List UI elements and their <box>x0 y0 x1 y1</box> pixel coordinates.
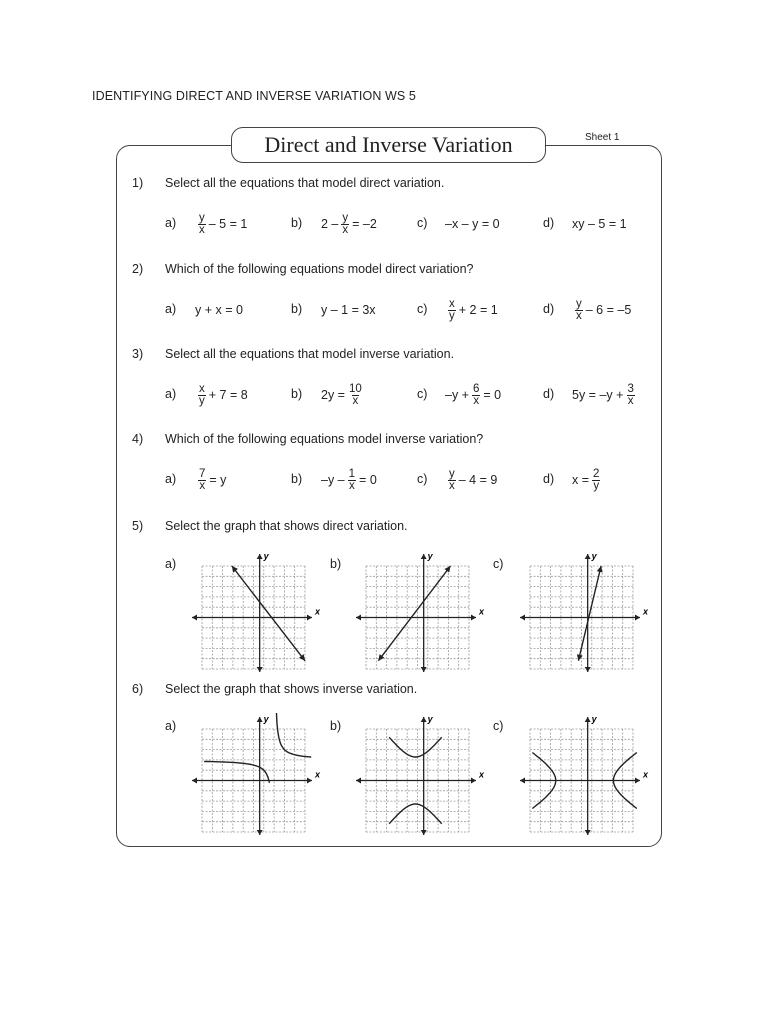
question-2-text: Which of the following equations model direct variation? <box>165 262 474 276</box>
q1-option-c-label: c) <box>417 216 428 230</box>
x-axis-label: x <box>479 606 485 617</box>
fraction-numerator: y <box>576 297 582 310</box>
expression-suffix: = 0 <box>483 388 502 402</box>
fraction-denominator: x <box>348 479 355 492</box>
y-axis-label: y <box>427 714 433 724</box>
expression-prefix: y – 1 = 3x <box>321 303 376 317</box>
question-5-number: 5) <box>132 519 144 533</box>
expression-suffix: – 5 = 1 <box>208 217 248 231</box>
expression-prefix: –x – y = 0 <box>445 217 500 231</box>
fraction <box>626 384 634 407</box>
q6-option-b-label: b) <box>330 719 342 733</box>
question-2-number: 2) <box>132 262 144 276</box>
q5-option-a-label: a) <box>165 557 177 571</box>
fraction-denominator: y <box>199 394 205 407</box>
graph-q6-b <box>350 713 486 837</box>
expression-prefix: –y + <box>445 388 469 402</box>
fraction-denominator: x <box>342 223 349 236</box>
q2-option-d-label: d) <box>543 302 555 316</box>
q2-option-d-expression <box>572 295 631 325</box>
question-4-number: 4) <box>132 432 144 446</box>
q4-option-c-label: c) <box>417 472 428 486</box>
expression-suffix: – 4 = 9 <box>458 473 498 487</box>
q2-option-a-label: a) <box>165 302 177 316</box>
fraction-denominator: y <box>593 479 600 492</box>
q1-option-c-expression <box>445 209 500 239</box>
question-6-text: Select the graph that shows inverse variation. <box>165 682 418 696</box>
fraction-numerator: 2 <box>593 467 600 480</box>
y-axis-label: y <box>427 551 433 561</box>
y-axis-label: y <box>263 551 269 561</box>
fraction-numerator: x <box>449 297 455 310</box>
axis-arrowheads <box>520 717 640 835</box>
sheet-label: Sheet 1 <box>585 132 620 143</box>
q3-option-a-label: a) <box>165 387 177 401</box>
hyperbola-branch <box>276 713 311 757</box>
expression-suffix: = 0 <box>359 473 377 487</box>
fraction-denominator: x <box>576 309 582 322</box>
q3-option-b-label: b) <box>291 387 303 401</box>
graph-line <box>378 566 450 661</box>
expression-suffix: = y <box>209 473 227 487</box>
x-axis-label: x <box>315 769 321 780</box>
q2-option-b-expression <box>321 295 376 325</box>
fraction-numerator: y <box>342 211 349 224</box>
expression-suffix: = –2 <box>352 217 377 231</box>
fraction-denominator: x <box>473 394 480 407</box>
axis-arrowheads <box>192 554 312 672</box>
fraction <box>448 469 456 492</box>
q3-option-c-expression <box>445 380 501 410</box>
graph-q5-a <box>186 550 322 674</box>
q4-option-c-expression <box>445 465 497 495</box>
q1-option-b-expression <box>321 209 377 239</box>
fraction <box>448 299 456 322</box>
expression-suffix: + 7 = 8 <box>208 388 248 402</box>
q1-option-a-label: a) <box>165 216 177 230</box>
fraction-denominator: x <box>352 394 359 407</box>
q3-option-b-expression <box>321 380 366 410</box>
document-heading: IDENTIFYING DIRECT AND INVERSE VARIATION WS 5 <box>92 89 416 103</box>
q3-option-a-expression <box>195 380 248 410</box>
graph-q6-c <box>514 713 650 837</box>
expression-prefix: x = <box>572 473 590 487</box>
question-6-number: 6) <box>132 682 144 696</box>
axis-arrowheads <box>356 717 476 835</box>
x-axis-label: x <box>315 606 321 617</box>
y-axis-label: y <box>591 714 597 724</box>
question-3-text: Select all the equations that model inverse variation. <box>165 347 455 361</box>
q3-option-d-expression <box>572 380 638 410</box>
question-4-text: Which of the following equations model inverse variation? <box>165 432 484 446</box>
q4-option-a-expression <box>195 465 226 495</box>
x-axis-label: x <box>643 769 649 780</box>
question-3-number: 3) <box>132 347 144 361</box>
fraction-numerator: 10 <box>348 382 362 395</box>
q4-option-b-expression <box>321 465 377 495</box>
q3-option-c-label: c) <box>417 387 428 401</box>
q1-option-b-label: b) <box>291 216 303 230</box>
q1-option-d-label: d) <box>543 216 555 230</box>
axis-arrowheads <box>356 554 476 672</box>
fraction-numerator: y <box>449 467 455 480</box>
fraction-denominator: x <box>199 479 206 492</box>
worksheet-title: Direct and Inverse Variation <box>231 127 546 163</box>
question-1-number: 1) <box>132 176 144 190</box>
fraction-denominator: x <box>449 479 455 492</box>
fraction-denominator: x <box>627 394 634 407</box>
graph-q5-c <box>514 550 650 674</box>
expression-prefix: xy – 5 = 1 <box>572 217 627 231</box>
x-axis-label: x <box>643 606 649 617</box>
fraction-numerator: y <box>199 211 205 224</box>
y-axis-label: y <box>263 714 269 724</box>
fraction <box>341 213 349 236</box>
expression-prefix: y + x = 0 <box>195 303 243 317</box>
q4-option-b-label: b) <box>291 472 303 486</box>
question-1-text: Select all the equations that model direct variation. <box>165 176 445 190</box>
q2-option-a-expression <box>195 295 243 325</box>
expression-prefix: 2 – <box>321 217 339 231</box>
axis-arrowheads <box>192 717 312 835</box>
q4-option-a-label: a) <box>165 472 177 486</box>
q5-option-b-label: b) <box>330 557 342 571</box>
fraction <box>348 384 363 407</box>
expression-prefix: –y – <box>321 473 345 487</box>
fraction <box>198 384 206 407</box>
q1-option-d-expression <box>572 209 627 239</box>
q2-option-b-label: b) <box>291 302 303 316</box>
graph-q6-a <box>186 713 322 837</box>
fraction-denominator: y <box>449 309 455 322</box>
fraction-denominator: x <box>199 223 205 236</box>
fraction <box>348 469 356 492</box>
q4-option-d-label: d) <box>543 472 555 486</box>
fraction <box>472 384 480 407</box>
fraction-numerator: 6 <box>472 382 480 395</box>
fraction <box>198 213 206 236</box>
q1-option-a-expression <box>195 209 247 239</box>
q2-option-c-label: c) <box>417 302 428 316</box>
q4-option-d-expression <box>572 465 603 495</box>
q5-option-c-label: c) <box>493 557 504 571</box>
y-axis-label: y <box>591 551 597 561</box>
fraction-numerator: 7 <box>199 467 206 480</box>
expression-suffix: + 2 = 1 <box>458 303 498 317</box>
expression-suffix: – 6 = –5 <box>585 303 632 317</box>
fraction-numerator: x <box>199 382 205 395</box>
expression-prefix: 5y = –y + <box>572 388 624 402</box>
question-5-text: Select the graph that shows direct variation. <box>165 519 408 533</box>
q3-option-d-label: d) <box>543 387 555 401</box>
q6-option-a-label: a) <box>165 719 177 733</box>
expression-prefix: 2y = <box>321 388 345 402</box>
fraction-numerator: 1 <box>348 467 356 480</box>
fraction-numerator: 3 <box>627 382 634 395</box>
graph-q5-b <box>350 550 486 674</box>
fraction <box>575 299 583 322</box>
fraction <box>198 469 206 492</box>
q6-option-c-label: c) <box>493 719 504 733</box>
x-axis-label: x <box>479 769 485 780</box>
q2-option-c-expression <box>445 295 498 325</box>
fraction <box>592 469 600 492</box>
